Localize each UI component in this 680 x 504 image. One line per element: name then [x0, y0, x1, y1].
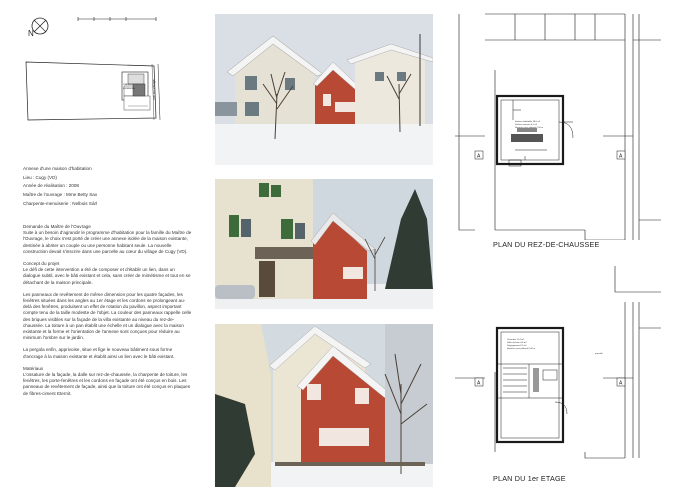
svg-text:Surface annexe 4,0 m²: Surface annexe 4,0 m² — [515, 124, 538, 126]
project-info-line: Maître de l'ouvrage : Mme Betty Sax — [23, 192, 98, 198]
svg-text:Dégagement 3,2 m²: Dégagement 3,2 m² — [507, 345, 527, 347]
project-info-line: Année de réalisation : 2008 — [23, 183, 79, 189]
svg-text:Hauteur sous plafond 2,50 m: Hauteur sous plafond 2,50 m — [515, 127, 544, 129]
concept-paragraph: Le défi de cette intervention a été de composer et d'établir un lien, dans un dialogue subtil, avec le bâti existant et cela, sans créer de mimétisme et tout en se détachant de la maison principale. — [23, 267, 191, 285]
upper-floor-plan — [455, 262, 663, 462]
section-marker-left: A — [477, 380, 481, 387]
svg-text:Hauteur sous plafond 2,40 m: Hauteur sous plafond 2,40 m — [507, 348, 536, 350]
svg-text:Salle de bain 4,8 m²: Salle de bain 4,8 m² — [507, 342, 527, 344]
materials-title: Matériaux — [23, 365, 44, 371]
request-body: Suite à un besoin d'agrandir le programme d'habitation pour la famille du Maître de l'Ouvrage, le choix s'est porté de créer une annexe isolée de la maison existante, destinée à abriter un couple ou une personne habitant seule. La nouvelle construction devait s'inscrire dans une parcelle au cœur du village de Cugy (VD). — [23, 230, 192, 254]
concept-paragraph: Les panneaux de revêtement de même dimension pour les quatre façades, les fenêtres situées dans les angles au 1er étage et les cordons se prolongeant au-delà des fenêtres, produisent un effet de rotation du pavillon, aspect important compte tenu de la taille modeste de l'objet. La couleur des panneaux rappelle celle des briques visibles sur la façade de la villa existante au niveau du rez-de-chaussée. La toiture à un pan établit une échelle et un dialogue avec la maison existante et la forme et l'orientation de l'annexe sont conçues pour réduire au minimum l'ombre sur le jardin. — [23, 291, 192, 341]
materials-body: L'ossature de la façade, la dalle sur rez-de-chaussée, la charpente de toiture, les fenêtres, les porte-fenêtres et les cordons en façade ont été conçus en bois. Les panneaux de revêtement de façade, ainsi que la toiture ont été conçus en plaques de fibres-ciment Eternit. — [23, 372, 191, 396]
photo-winter-view-1 — [215, 14, 433, 165]
description-text — [23, 224, 193, 403]
ground-floor-plan — [455, 10, 663, 240]
svg-text:Chambre 11,4 m²: Chambre 11,4 m² — [507, 339, 524, 341]
street-label: rue du Village — [152, 79, 156, 100]
svg-text:Surface habitable 38,0 m²: Surface habitable 38,0 m² — [515, 121, 541, 123]
site-house-label: maison existante — [123, 82, 136, 90]
photo-winter-view-3 — [215, 324, 433, 487]
photo-winter-view-2 — [215, 179, 433, 309]
request-title: Demande du Maître de l'Ouvrage — [23, 224, 91, 229]
upper-floor-title: PLAN DU 1er ETAGE — [493, 474, 566, 483]
concept-paragraph: La pergola enfin, apprivoise, situe et fige le nouveau bâtiment sous forme d'ancrage à la maison existante et établit ainsi un lien avec le bâti existant. — [23, 347, 175, 359]
project-info-line: Annexe d'une maison d'habitation — [23, 166, 92, 171]
svg-text:N: N — [28, 29, 34, 38]
section-marker-right: A — [619, 153, 623, 160]
scale-bar — [78, 17, 156, 21]
project-info-block — [23, 166, 193, 207]
north-arrow-icon — [26, 10, 166, 40]
concept-title: Concept du projet — [23, 261, 60, 267]
section-marker-right: A — [619, 380, 623, 387]
ground-floor-title: PLAN DU REZ-DE-CHAUSSEE — [493, 240, 600, 249]
svg-text:parcelle: parcelle — [595, 353, 603, 355]
project-info-line: Charpente-menuiserie : Nelbois Sàrl — [23, 200, 98, 206]
section-marker-left: A — [477, 153, 481, 160]
project-info-line: Lieu : Cugy (VD) — [23, 174, 57, 180]
